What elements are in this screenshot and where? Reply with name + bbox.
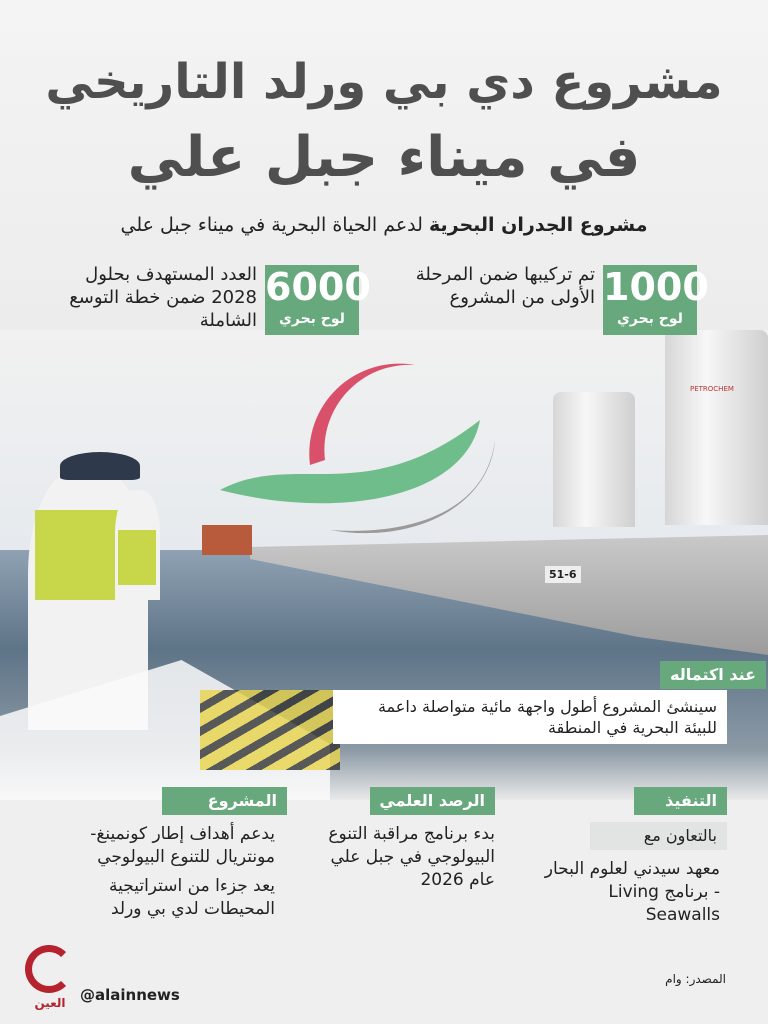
social-handle[interactable]: @alainnews xyxy=(80,986,180,1004)
stat-6000-text: العدد المستهدف بحلول 2028 ضمن خطة التوسع الشاملة xyxy=(69,264,257,331)
project-label: المشروع xyxy=(162,787,287,815)
cooperation-box: بالتعاون مع xyxy=(590,822,727,850)
title-line-1: مشروع دي بي ورلد التاريخي xyxy=(45,54,723,110)
implementation-text: معهد سيدني لعلوم البحار - برنامج Living Seawalls xyxy=(544,859,720,925)
storage-tank xyxy=(665,330,768,525)
implementation-column xyxy=(530,787,727,927)
completion-label: عند اكتماله xyxy=(660,661,766,689)
stat-number: 1000 xyxy=(603,265,709,309)
monitoring-column xyxy=(305,787,495,892)
stat-1000-text: تم تركيبها ضمن المرحلة الأولى من المشروع xyxy=(415,264,595,308)
stat-6000-box xyxy=(265,265,371,335)
alain-logo-icon xyxy=(25,945,73,993)
subtitle-rest: لدعم الحياة البحرية في ميناء جبل علي xyxy=(120,214,429,236)
implementation-label: التنفيذ xyxy=(634,787,727,815)
project-text-2: يعد جزءا من استراتيجية المحيطات لدي بي ورلد xyxy=(109,876,275,919)
monitoring-label: الرصد العلمي xyxy=(370,787,495,815)
hatch-stripes xyxy=(200,690,340,770)
storage-tank xyxy=(553,392,635,527)
project-column xyxy=(60,787,287,921)
monitoring-text: بدء برنامج مراقبة التنوع البيولوجي في جبل علي عام 2026 xyxy=(328,824,495,890)
cap xyxy=(60,452,140,480)
logo-text: العين xyxy=(34,996,66,1010)
stat-number: 6000 xyxy=(265,265,371,309)
berth-sign: 51-6 xyxy=(545,566,581,583)
stat-unit: لوح بحري xyxy=(617,311,683,327)
title-line-2: في ميناء جبل علي xyxy=(127,125,641,190)
safety-vest xyxy=(118,530,156,585)
stat-unit: لوح بحري xyxy=(279,311,345,327)
subtitle-bold: مشروع الجدران البحرية xyxy=(428,214,648,236)
subtitle xyxy=(0,214,768,236)
source-credit: المصدر: وام xyxy=(665,972,726,986)
logo-emblem xyxy=(215,360,500,540)
tank-brand: PETROCHEM xyxy=(690,385,734,393)
completion-text: سينشئ المشروع أطول واجهة مائية متواصلة داعمة للبيئة البحرية في المنطقة xyxy=(333,690,727,744)
stat-1000-box xyxy=(603,265,709,335)
project-text-1: يدعم أهداف إطار كونمينغ-مونتريال للتنوع البيولوجي xyxy=(90,824,275,867)
